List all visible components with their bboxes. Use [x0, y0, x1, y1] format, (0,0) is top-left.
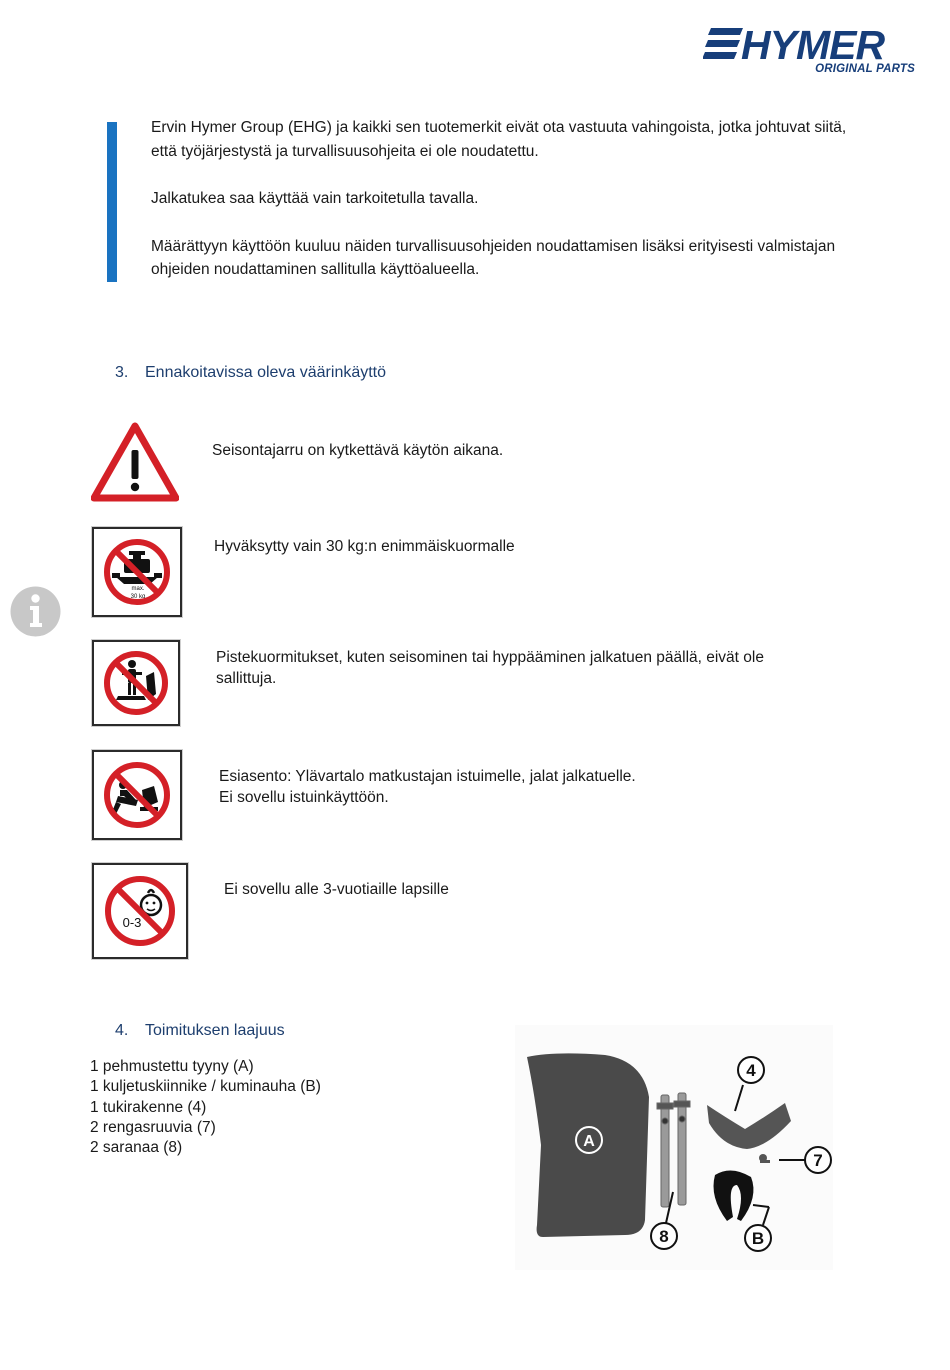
sign-value: 30 kg [130, 594, 146, 600]
parts-illustration [515, 1025, 833, 1270]
sign-label: max. [131, 586, 145, 592]
hymer-logo [703, 26, 925, 78]
section-4-heading [115, 1022, 285, 1040]
part-label-4: 4 [746, 1061, 756, 1080]
no-sitting-icon [92, 750, 182, 840]
notice-paragraph: Määrättyyn käyttöön kuuluu näiden turvallisuusohjeiden noudattamisen lisäksi erityisesti valmistajan ohjeiden noudattaminen sallitulla käyttöalueella. [151, 237, 836, 278]
section-title: Toimituksen laajuus [145, 1022, 285, 1039]
list-item: 1 kuljetuskiinnike / kuminauha (B) [90, 1078, 321, 1096]
part-label-8: 8 [659, 1227, 669, 1246]
part-label-a: A [583, 1133, 595, 1150]
no-standing-icon [92, 640, 180, 726]
logo-wordmark: HYMER [741, 26, 885, 64]
section-title: Ennakoitavissa oleva väärinkäyttö [145, 364, 387, 381]
warning-text: Hyväksytty vain 30 kg:n enimmäiskuormalle [214, 538, 515, 555]
hinge-parts [657, 1093, 690, 1207]
section-number: 4. [115, 1022, 129, 1039]
section-3-heading [115, 364, 386, 382]
warning-triangle-icon [91, 422, 179, 502]
list-item: 2 rengasruuvia (7) [90, 1118, 216, 1136]
support-frame-part [707, 1103, 791, 1149]
notice-paragraph: Ervin Hymer Group (EHG) ja kaikki sen tuotemerkit eivät ota vastuuta vahingoista, jotka johtuvat siitä, että työjärjestystä ja turvallisuusohjeita ei ole noudatettu. [151, 119, 847, 160]
warning-text: Pistekuormitukset, kuten seisominen tai hyppääminen jalkatuen päällä, eivät ole sallittuja. [216, 649, 764, 687]
warning-text-line: Ei sovellu istuinkäyttöön. [219, 788, 389, 806]
part-label-b: B [751, 1229, 765, 1248]
notice-paragraph: Jalkatukea saa käyttää vain tarkoitetulla tavalla. [151, 190, 479, 207]
list-item: 1 tukirakenne (4) [90, 1098, 207, 1116]
logo-subtitle: ORIGINAL PARTS [815, 63, 915, 75]
list-item: 2 saranaa (8) [90, 1139, 183, 1157]
part-label-7: 7 [813, 1151, 823, 1170]
notice-block [151, 116, 871, 282]
no-children-icon [92, 863, 188, 959]
ring-screw-part [759, 1154, 770, 1163]
hymer-logo-mark [703, 26, 925, 64]
warning-text: Ei sovellu alle 3-vuotiaille lapsille [224, 881, 449, 898]
warning-text [219, 767, 636, 808]
warning-text: Seisontajarru on kytkettävä käytön aikana. [212, 442, 504, 459]
max-load-prohibited-icon [92, 527, 182, 617]
delivery-list [90, 1057, 321, 1158]
info-icon [10, 586, 61, 637]
sign-label: 0-3 [122, 915, 142, 930]
list-item: 1 pehmustettu tyyny (A) [90, 1058, 254, 1075]
warning-text-line: Esiasento: Ylävartalo matkustajan istuimelle, jalat jalkatuelle. [219, 768, 636, 785]
section-number: 3. [115, 364, 129, 381]
notice-accent-bar [107, 122, 117, 282]
strap-part [714, 1170, 754, 1221]
